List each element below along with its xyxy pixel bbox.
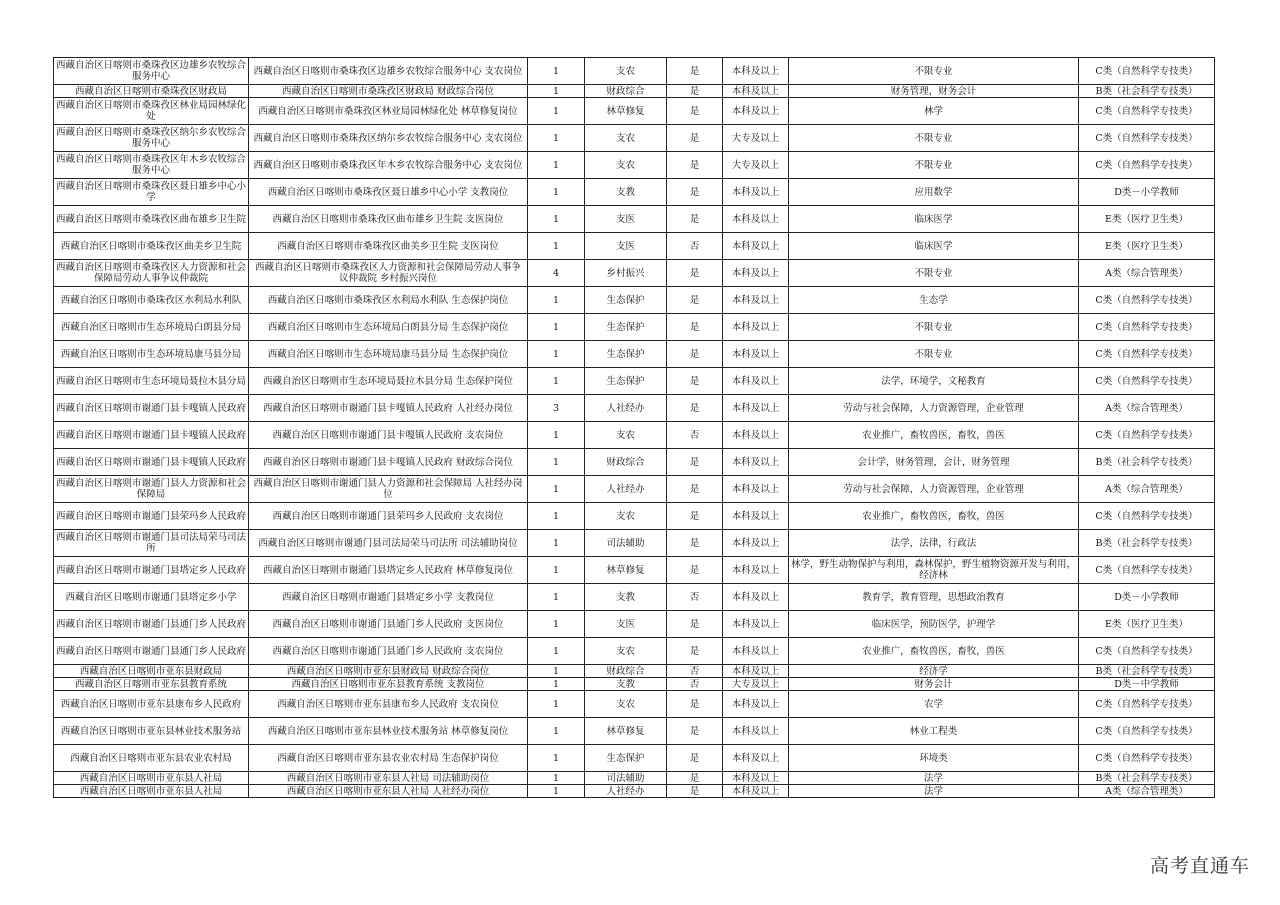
post-type-cell: 林草修复 [585,98,667,125]
requirement-flag-cell: 是 [667,206,723,233]
table-row [54,260,1215,287]
exam-category-cell: C类（自然科学专技类） [1079,638,1215,665]
education-cell: 大专及以上 [723,125,789,152]
headcount-cell: 1 [528,233,585,260]
post-type-cell: 支医 [585,233,667,260]
education-cell: 本科及以上 [723,422,789,449]
table-row [54,125,1215,152]
requirement-flag-cell: 是 [667,125,723,152]
major-cell: 不限专业 [789,260,1079,287]
education-cell: 本科及以上 [723,745,789,772]
major-cell: 农业推广，畜牧兽医，畜牧，兽医 [789,503,1079,530]
exam-category-cell: C类（自然科学专技类） [1079,368,1215,395]
requirement-flag-cell: 否 [667,233,723,260]
major-cell: 不限专业 [789,314,1079,341]
department-cell: 西藏自治区日喀则市桑珠孜区财政局 [54,85,249,98]
position-cell: 西藏自治区日喀则市谢通门县人力资源和社会保障局 人社经办岗位 [249,476,528,503]
major-cell: 法学，环境学，文秘教育 [789,368,1079,395]
requirement-flag-cell: 是 [667,314,723,341]
position-cell: 西藏自治区日喀则市生态环境局聂拉木县分局 生态保护岗位 [249,368,528,395]
department-cell: 西藏自治区日喀则市桑珠孜区曲美乡卫生院 [54,233,249,260]
position-cell: 西藏自治区日喀则市谢通门县通门乡人民政府 支农岗位 [249,638,528,665]
exam-category-cell: C类（自然科学专技类） [1079,125,1215,152]
post-type-cell: 司法辅助 [585,772,667,785]
requirement-flag-cell: 是 [667,476,723,503]
requirement-flag-cell: 是 [667,745,723,772]
table-row [54,611,1215,638]
headcount-cell: 1 [528,530,585,557]
position-cell: 西藏自治区日喀则市桑珠孜区林业局园林绿化处 林草修复岗位 [249,98,528,125]
headcount-cell: 1 [528,785,585,798]
education-cell: 本科及以上 [723,206,789,233]
requirement-flag-cell: 是 [667,718,723,745]
education-cell: 本科及以上 [723,287,789,314]
major-cell: 临床医学，预防医学，护理学 [789,611,1079,638]
education-cell: 本科及以上 [723,314,789,341]
headcount-cell: 1 [528,691,585,718]
requirement-flag-cell: 是 [667,287,723,314]
position-cell: 西藏自治区日喀则市谢通门县塔定乡人民政府 林草修复岗位 [249,557,528,584]
requirement-flag-cell: 是 [667,85,723,98]
position-cell: 西藏自治区日喀则市谢通门县荣玛乡人民政府 支农岗位 [249,503,528,530]
exam-category-cell: C类（自然科学专技类） [1079,745,1215,772]
education-cell: 本科及以上 [723,530,789,557]
exam-category-cell: B类（社会科学专技类） [1079,530,1215,557]
requirement-flag-cell: 是 [667,638,723,665]
department-cell: 西藏自治区日喀则市桑珠孜区聂日雄乡中心小学 [54,179,249,206]
education-cell: 本科及以上 [723,557,789,584]
department-cell: 西藏自治区日喀则市谢通门县通门乡人民政府 [54,638,249,665]
exam-category-cell: B类（社会科学专技类） [1079,85,1215,98]
major-cell: 财务管理，财务会计 [789,85,1079,98]
exam-category-cell: B类（社会科学专技类） [1079,449,1215,476]
department-cell: 西藏自治区日喀则市桑珠孜区曲布雄乡卫生院 [54,206,249,233]
education-cell: 本科及以上 [723,179,789,206]
exam-category-cell: D类－中学教师 [1079,678,1215,691]
position-cell: 西藏自治区日喀则市桑珠孜区水利局水利队 生态保护岗位 [249,287,528,314]
table-row [54,152,1215,179]
position-cell: 西藏自治区日喀则市谢通门县司法局荣马司法所 司法辅助岗位 [249,530,528,557]
table-row [54,503,1215,530]
major-cell: 农学 [789,691,1079,718]
department-cell: 西藏自治区日喀则市桑珠孜区年木乡农牧综合服务中心 [54,152,249,179]
education-cell: 本科及以上 [723,260,789,287]
headcount-cell: 1 [528,638,585,665]
department-cell: 西藏自治区日喀则市谢通门县人力资源和社会保障局 [54,476,249,503]
department-cell: 西藏自治区日喀则市亚东县康布乡人民政府 [54,691,249,718]
requirement-flag-cell: 是 [667,341,723,368]
exam-category-cell: C类（自然科学专技类） [1079,691,1215,718]
table-row [54,772,1215,785]
post-type-cell: 支教 [585,179,667,206]
requirement-flag-cell: 否 [667,422,723,449]
requirement-flag-cell: 是 [667,530,723,557]
department-cell: 西藏自治区日喀则市谢通门县卡嘎镇人民政府 [54,395,249,422]
major-cell: 不限专业 [789,152,1079,179]
department-cell: 西藏自治区日喀则市亚东县林业技术服务站 [54,718,249,745]
position-cell: 西藏自治区日喀则市谢通门县塔定乡小学 支教岗位 [249,584,528,611]
department-cell: 西藏自治区日喀则市桑珠孜区纳尔乡农牧综合服务中心 [54,125,249,152]
position-cell: 西藏自治区日喀则市亚东县康布乡人民政府 支农岗位 [249,691,528,718]
post-type-cell: 财政综合 [585,85,667,98]
education-cell: 本科及以上 [723,718,789,745]
exam-category-cell: E类（医疗卫生类） [1079,206,1215,233]
requirement-flag-cell: 是 [667,611,723,638]
department-cell: 西藏自治区日喀则市谢通门县司法局荣马司法所 [54,530,249,557]
post-type-cell: 生态保护 [585,287,667,314]
exam-category-cell: A类（综合管理类） [1079,395,1215,422]
major-cell: 农业推广，畜牧兽医，畜牧，兽医 [789,422,1079,449]
department-cell: 西藏自治区日喀则市亚东县财政局 [54,665,249,678]
education-cell: 本科及以上 [723,638,789,665]
table-row [54,718,1215,745]
major-cell: 临床医学 [789,206,1079,233]
requirement-flag-cell: 否 [667,584,723,611]
requirement-flag-cell: 是 [667,395,723,422]
headcount-cell: 1 [528,678,585,691]
headcount-cell: 1 [528,745,585,772]
requirement-flag-cell: 是 [667,98,723,125]
headcount-cell: 1 [528,179,585,206]
post-type-cell: 支医 [585,611,667,638]
table-row [54,557,1215,584]
education-cell: 本科及以上 [723,611,789,638]
exam-category-cell: A类（综合管理类） [1079,476,1215,503]
education-cell: 大专及以上 [723,678,789,691]
position-cell: 西藏自治区日喀则市亚东县人社局 人社经办岗位 [249,785,528,798]
major-cell: 劳动与社会保障，人力资源管理，企业管理 [789,476,1079,503]
headcount-cell: 1 [528,665,585,678]
headcount-cell: 1 [528,584,585,611]
headcount-cell: 1 [528,287,585,314]
table-row [54,678,1215,691]
major-cell: 农业推广，畜牧兽医，畜牧，兽医 [789,638,1079,665]
major-cell: 财务会计 [789,678,1079,691]
post-type-cell: 人社经办 [585,785,667,798]
position-cell: 西藏自治区日喀则市生态环境局白朗县分局 生态保护岗位 [249,314,528,341]
requirement-flag-cell: 是 [667,785,723,798]
major-cell: 教育学，教育管理，思想政治教育 [789,584,1079,611]
headcount-cell: 1 [528,368,585,395]
position-cell: 西藏自治区日喀则市谢通门县通门乡人民政府 支医岗位 [249,611,528,638]
major-cell: 不限专业 [789,125,1079,152]
table-row [54,785,1215,798]
post-type-cell: 乡村振兴 [585,260,667,287]
exam-category-cell: E类（医疗卫生类） [1079,611,1215,638]
requirement-flag-cell: 是 [667,152,723,179]
requirement-flag-cell: 是 [667,368,723,395]
education-cell: 本科及以上 [723,368,789,395]
major-cell: 法学，法律，行政法 [789,530,1079,557]
department-cell: 西藏自治区日喀则市谢通门县塔定乡小学 [54,584,249,611]
requirement-flag-cell: 是 [667,557,723,584]
table-row [54,341,1215,368]
department-cell: 西藏自治区日喀则市亚东县人社局 [54,785,249,798]
exam-category-cell: D类－小学教师 [1079,179,1215,206]
requirement-flag-cell: 是 [667,449,723,476]
table-row [54,449,1215,476]
headcount-cell: 1 [528,125,585,152]
position-cell: 西藏自治区日喀则市桑珠孜区曲布雄乡卫生院 支医岗位 [249,206,528,233]
post-type-cell: 生态保护 [585,314,667,341]
education-cell: 本科及以上 [723,341,789,368]
department-cell: 西藏自治区日喀则市生态环境局白朗县分局 [54,314,249,341]
table-row [54,98,1215,125]
major-cell: 法学 [789,772,1079,785]
major-cell: 林学 [789,98,1079,125]
table-row [54,665,1215,678]
major-cell: 生态学 [789,287,1079,314]
post-type-cell: 生态保护 [585,368,667,395]
requirement-flag-cell: 是 [667,58,723,85]
major-cell: 会计学，财务管理，会计，财务管理 [789,449,1079,476]
requirement-flag-cell: 是 [667,260,723,287]
department-cell: 西藏自治区日喀则市亚东县农业农村局 [54,745,249,772]
headcount-cell: 1 [528,772,585,785]
exam-category-cell: C类（自然科学专技类） [1079,152,1215,179]
post-type-cell: 支医 [585,206,667,233]
major-cell: 临床医学 [789,233,1079,260]
education-cell: 本科及以上 [723,772,789,785]
post-type-cell: 生态保护 [585,745,667,772]
exam-category-cell: B类（社会科学专技类） [1079,665,1215,678]
position-cell: 西藏自治区日喀则市生态环境局康马县分局 生态保护岗位 [249,341,528,368]
position-cell: 西藏自治区日喀则市桑珠孜区聂日雄乡中心小学 支教岗位 [249,179,528,206]
major-cell: 应用数学 [789,179,1079,206]
requirement-flag-cell: 否 [667,678,723,691]
post-type-cell: 支农 [585,503,667,530]
table-row [54,530,1215,557]
post-type-cell: 支农 [585,422,667,449]
requirement-flag-cell: 否 [667,665,723,678]
table-row [54,206,1215,233]
post-type-cell: 人社经办 [585,476,667,503]
post-type-cell: 支教 [585,678,667,691]
position-cell: 西藏自治区日喀则市桑珠孜区财政局 财政综合岗位 [249,85,528,98]
education-cell: 本科及以上 [723,691,789,718]
exam-category-cell: E类（医疗卫生类） [1079,233,1215,260]
post-type-cell: 财政综合 [585,449,667,476]
table-row [54,691,1215,718]
major-cell: 法学 [789,785,1079,798]
exam-category-cell: D类－小学教师 [1079,584,1215,611]
post-type-cell: 生态保护 [585,341,667,368]
headcount-cell: 1 [528,85,585,98]
position-cell: 西藏自治区日喀则市桑珠孜区边雄乡农牧综合服务中心 支农岗位 [249,58,528,85]
headcount-cell: 1 [528,341,585,368]
position-cell: 西藏自治区日喀则市亚东县农业农村局 生态保护岗位 [249,745,528,772]
major-cell: 不限专业 [789,341,1079,368]
headcount-cell: 1 [528,449,585,476]
table-row [54,584,1215,611]
headcount-cell: 1 [528,718,585,745]
position-cell: 西藏自治区日喀则市亚东县财政局 财政综合岗位 [249,665,528,678]
headcount-cell: 1 [528,503,585,530]
exam-category-cell: C类（自然科学专技类） [1079,98,1215,125]
post-type-cell: 支农 [585,152,667,179]
position-cell: 西藏自治区日喀则市谢通门县卡嘎镇人民政府 支农岗位 [249,422,528,449]
education-cell: 本科及以上 [723,785,789,798]
requirement-flag-cell: 是 [667,772,723,785]
headcount-cell: 1 [528,422,585,449]
headcount-cell: 4 [528,260,585,287]
headcount-cell: 1 [528,152,585,179]
exam-category-cell: C类（自然科学专技类） [1079,341,1215,368]
department-cell: 西藏自治区日喀则市谢通门县卡嘎镇人民政府 [54,449,249,476]
education-cell: 本科及以上 [723,58,789,85]
requirement-flag-cell: 是 [667,691,723,718]
requirement-flag-cell: 是 [667,179,723,206]
department-cell: 西藏自治区日喀则市谢通门县塔定乡人民政府 [54,557,249,584]
recruitment-table [53,57,1215,798]
position-cell: 西藏自治区日喀则市谢通门县卡嘎镇人民政府 财政综合岗位 [249,449,528,476]
position-cell: 西藏自治区日喀则市桑珠孜区年木乡农牧综合服务中心 支农岗位 [249,152,528,179]
exam-category-cell: C类（自然科学专技类） [1079,58,1215,85]
headcount-cell: 1 [528,98,585,125]
table-body [54,58,1215,798]
education-cell: 本科及以上 [723,85,789,98]
major-cell: 林学，野生动物保护与利用，森林保护，野生植物资源开发与利用，经济林 [789,557,1079,584]
education-cell: 本科及以上 [723,449,789,476]
headcount-cell: 1 [528,206,585,233]
table-row [54,745,1215,772]
position-cell: 西藏自治区日喀则市桑珠孜区纳尔乡农牧综合服务中心 支农岗位 [249,125,528,152]
position-cell: 西藏自治区日喀则市桑珠孜区曲美乡卫生院 支医岗位 [249,233,528,260]
table-row [54,233,1215,260]
position-cell: 西藏自治区日喀则市亚东县人社局 司法辅助岗位 [249,772,528,785]
table-row [54,422,1215,449]
headcount-cell: 1 [528,314,585,341]
exam-category-cell: C类（自然科学专技类） [1079,718,1215,745]
post-type-cell: 人社经办 [585,395,667,422]
post-type-cell: 支教 [585,584,667,611]
major-cell: 经济学 [789,665,1079,678]
education-cell: 本科及以上 [723,503,789,530]
education-cell: 本科及以上 [723,476,789,503]
position-cell: 西藏自治区日喀则市桑珠孜区人力资源和社会保障局劳动人事争议仲裁院 乡村振兴岗位 [249,260,528,287]
department-cell: 西藏自治区日喀则市桑珠孜区水利局水利队 [54,287,249,314]
education-cell: 本科及以上 [723,665,789,678]
department-cell: 西藏自治区日喀则市桑珠孜区林业局园林绿化处 [54,98,249,125]
exam-category-cell: A类（综合管理类） [1079,260,1215,287]
post-type-cell: 支农 [585,638,667,665]
exam-category-cell: C类（自然科学专技类） [1079,287,1215,314]
headcount-cell: 1 [528,557,585,584]
major-cell: 林业工程类 [789,718,1079,745]
post-type-cell: 司法辅助 [585,530,667,557]
exam-category-cell: C类（自然科学专技类） [1079,314,1215,341]
education-cell: 大专及以上 [723,152,789,179]
table-row [54,395,1215,422]
department-cell: 西藏自治区日喀则市桑珠孜区边雄乡农牧综合服务中心 [54,58,249,85]
post-type-cell: 财政综合 [585,665,667,678]
education-cell: 本科及以上 [723,395,789,422]
headcount-cell: 1 [528,476,585,503]
department-cell: 西藏自治区日喀则市谢通门县荣玛乡人民政府 [54,503,249,530]
post-type-cell: 支农 [585,691,667,718]
exam-category-cell: B类（社会科学专技类） [1079,772,1215,785]
department-cell: 西藏自治区日喀则市生态环境局康马县分局 [54,341,249,368]
watermark-text: 高考直通车 [1149,855,1250,877]
exam-category-cell: C类（自然科学专技类） [1079,422,1215,449]
post-type-cell: 林草修复 [585,718,667,745]
position-cell: 西藏自治区日喀则市亚东县教育系统 支教岗位 [249,678,528,691]
exam-category-cell: C类（自然科学专技类） [1079,557,1215,584]
table-row [54,287,1215,314]
department-cell: 西藏自治区日喀则市谢通门县卡嘎镇人民政府 [54,422,249,449]
major-cell: 不限专业 [789,58,1079,85]
headcount-cell: 1 [528,58,585,85]
department-cell: 西藏自治区日喀则市生态环境局聂拉木县分局 [54,368,249,395]
department-cell: 西藏自治区日喀则市谢通门县通门乡人民政府 [54,611,249,638]
education-cell: 本科及以上 [723,98,789,125]
table-row [54,314,1215,341]
requirement-flag-cell: 是 [667,503,723,530]
position-cell: 西藏自治区日喀则市亚东县林业技术服务站 林草修复岗位 [249,718,528,745]
education-cell: 本科及以上 [723,584,789,611]
table-row [54,58,1215,85]
education-cell: 本科及以上 [723,233,789,260]
post-type-cell: 支农 [585,125,667,152]
table-row [54,85,1215,98]
table-row [54,179,1215,206]
major-cell: 劳动与社会保障，人力资源管理，企业管理 [789,395,1079,422]
department-cell: 西藏自治区日喀则市亚东县人社局 [54,772,249,785]
table-row [54,368,1215,395]
position-cell: 西藏自治区日喀则市谢通门县卡嘎镇人民政府 人社经办岗位 [249,395,528,422]
major-cell: 环境类 [789,745,1079,772]
headcount-cell: 3 [528,395,585,422]
department-cell: 西藏自治区日喀则市桑珠孜区人力资源和社会保障局劳动人事争议仲裁院 [54,260,249,287]
table-row [54,476,1215,503]
post-type-cell: 林草修复 [585,557,667,584]
headcount-cell: 1 [528,611,585,638]
table-row [54,638,1215,665]
exam-category-cell: A类（综合管理类） [1079,785,1215,798]
exam-category-cell: C类（自然科学专技类） [1079,503,1215,530]
department-cell: 西藏自治区日喀则市亚东县教育系统 [54,678,249,691]
post-type-cell: 支农 [585,58,667,85]
